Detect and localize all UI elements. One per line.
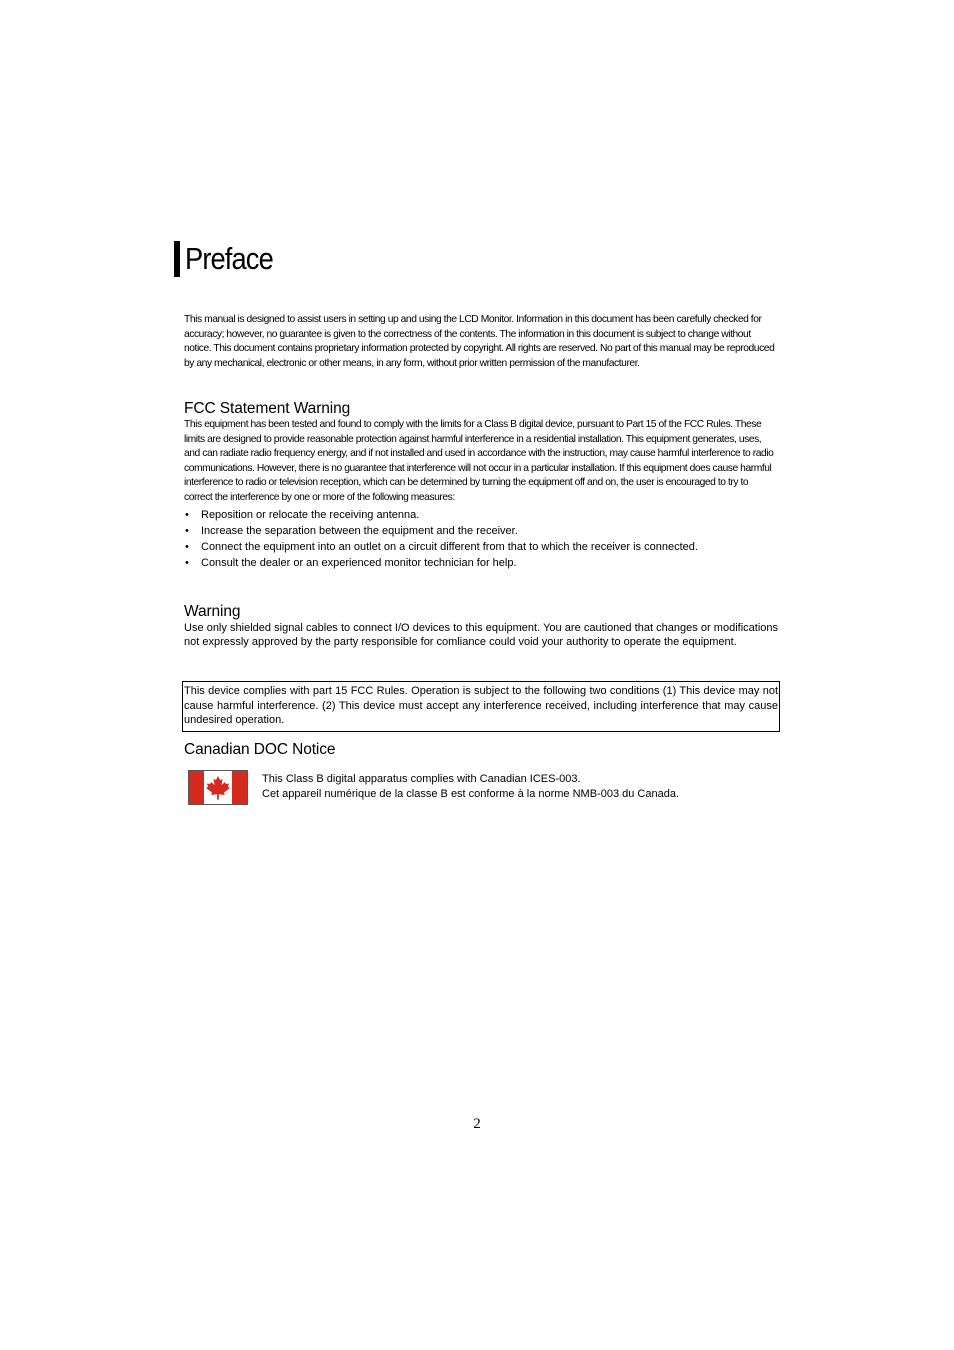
page-title: Preface — [185, 241, 273, 276]
title-accent-bar — [174, 241, 180, 277]
warning-body: Use only shielded signal cables to connect I/O devices to this equipment. You are cautioned that changes or modifications not expressly approved by the party responsible for comliance could void your authority to operate the equipment. — [184, 622, 778, 649]
list-item-text: Increase the separation between the equipment and the receiver. — [201, 525, 518, 537]
fcc-body: This equipment has been tested and found to comply with the limits for a Class B digital device, pursuant to Part 15 of the FCC Rules. These limits are designed to provide reasonable protection against harmful interference in a residential installation. This equipment generates, uses, and can radiate radio frequency energy, and if not installed and used in accordance with the instruction, may cause harmful interference to radio communications. However, there is no guarantee that interference will not occur in a particular installation. If this equipment does cause harmful interference to radio or television reception, which can be determined by turning the equipment off and on, the user is encouraged to try to correct the interference by one or more of the following measures: — [184, 419, 774, 503]
bullet-icon: • — [185, 509, 189, 521]
fcc-measures-list — [184, 507, 778, 571]
bullet-icon: • — [185, 557, 189, 569]
list-item — [184, 523, 778, 539]
canada-flag-graphic — [189, 771, 247, 804]
page-number: 2 — [473, 1116, 481, 1132]
page-title-block — [174, 240, 285, 278]
canadian-section — [184, 741, 778, 759]
fcc-heading: FCC Statement Warning — [184, 400, 351, 417]
warning-heading: Warning — [184, 603, 241, 620]
canada-flag-icon — [188, 770, 248, 805]
intro-paragraph: This manual is designed to assist users in setting up and using the LCD Monitor. Information in this document has been carefully checked for accuracy; however, no guarantee is given to the correctness of the contents. The information in this document is subject to change without notice. This document contains proprietary information protected by copyright. All rights are reserved. No part of this manual may be reproduced by any mechanical, electronic or other means, in any form, without prior written permission of the manufacturer. — [184, 314, 775, 369]
list-item-text: Connect the equipment into an outlet on a circuit different from that to which the receiver is connected. — [201, 541, 698, 553]
canadian-notice-french: Cet appareil numérique de la classe B est conforme à la norme NMB-003 du Canada. — [262, 788, 680, 800]
warning-section — [184, 603, 778, 649]
fcc-compliance-box: This device complies with part 15 FCC Rules. Operation is subject to the following two conditions (1) This device may not cause harmful interference. (2) This device must accept any interference received, including interference that may cause undesired operation. — [182, 681, 780, 732]
list-item — [184, 507, 778, 523]
canadian-notice-english: This Class B digital apparatus complies with Canadian ICES-003. — [262, 773, 581, 785]
canadian-notice-text — [262, 772, 679, 802]
list-item — [184, 539, 778, 555]
bullet-icon: • — [185, 525, 189, 537]
list-item-text: Reposition or relocate the receiving antenna. — [201, 509, 420, 521]
list-item — [184, 555, 778, 571]
bullet-icon: • — [185, 541, 189, 553]
canadian-heading: Canadian DOC Notice — [184, 741, 336, 758]
list-item-text: Consult the dealer or an experienced monitor technician for help. — [201, 557, 517, 569]
fcc-section — [184, 400, 778, 571]
